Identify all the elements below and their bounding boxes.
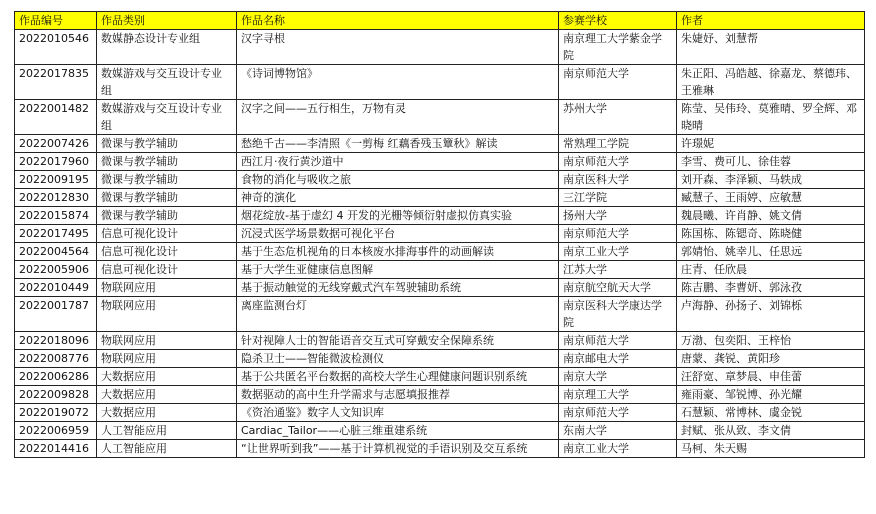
table-row <box>15 261 865 279</box>
cell-school: 南京师范大学 <box>559 225 677 243</box>
cell-title: 沉浸式医学场景数据可视化平台 <box>237 225 559 243</box>
cell-authors: 朱婕妤、刘慧帮 <box>677 30 865 65</box>
cell-category: 大数据应用 <box>97 368 237 386</box>
table-row <box>15 225 865 243</box>
cell-id: 2022017960 <box>15 153 97 171</box>
cell-id: 2022006286 <box>15 368 97 386</box>
cell-category: 物联网应用 <box>97 297 237 332</box>
header-row <box>15 12 865 30</box>
cell-authors: 陈莹、吴伟玲、莫雅晴、罗全辉、邓晓晴 <box>677 100 865 135</box>
cell-authors: 陈国栋、陈锶奇、陈晓健 <box>677 225 865 243</box>
cell-school: 南京医科大学康达学院 <box>559 297 677 332</box>
cell-school: 南京师范大学 <box>559 65 677 100</box>
cell-school: 南京医科大学 <box>559 171 677 189</box>
cell-title: “让世界听到我”——基于计算机视觉的手语识别及交互系统 <box>237 440 559 458</box>
cell-id: 2022008776 <box>15 350 97 368</box>
cell-id: 2022001787 <box>15 297 97 332</box>
cell-id: 2022015874 <box>15 207 97 225</box>
cell-category: 物联网应用 <box>97 350 237 368</box>
cell-authors: 石慧颖、常博林、虞金锐 <box>677 404 865 422</box>
table-row <box>15 30 865 65</box>
cell-category: 人工智能应用 <box>97 440 237 458</box>
cell-authors: 许璟妮 <box>677 135 865 153</box>
cell-authors: 马柯、朱天赐 <box>677 440 865 458</box>
cell-authors: 汪舒宽、章梦晨、申佳蕾 <box>677 368 865 386</box>
table-row <box>15 440 865 458</box>
cell-category: 数媒游戏与交互设计专业组 <box>97 65 237 100</box>
cell-title: 针对视障人士的智能语音交互式可穿戴安全保障系统 <box>237 332 559 350</box>
cell-id: 2022017835 <box>15 65 97 100</box>
cell-category: 数媒静态设计专业组 <box>97 30 237 65</box>
cell-category: 微课与教学辅助 <box>97 171 237 189</box>
cell-title: 数据驱动的高中生升学需求与志愿填报推荐 <box>237 386 559 404</box>
cell-title: 汉字寻根 <box>237 30 559 65</box>
table-row <box>15 135 865 153</box>
cell-id: 2022010546 <box>15 30 97 65</box>
cell-id: 2022018096 <box>15 332 97 350</box>
cell-school: 南京邮电大学 <box>559 350 677 368</box>
cell-category: 大数据应用 <box>97 404 237 422</box>
cell-id: 2022019072 <box>15 404 97 422</box>
cell-category: 微课与教学辅助 <box>97 207 237 225</box>
cell-id: 2022006959 <box>15 422 97 440</box>
cell-id: 2022014416 <box>15 440 97 458</box>
cell-school: 扬州大学 <box>559 207 677 225</box>
cell-title: 愁绝千古——李清照《一剪梅 红藕香残玉簟秋》解读 <box>237 135 559 153</box>
header-cell-category: 作品类别 <box>97 12 237 30</box>
cell-category: 数媒游戏与交互设计专业组 <box>97 100 237 135</box>
cell-id: 2022004564 <box>15 243 97 261</box>
table-row <box>15 297 865 332</box>
cell-title: 基于振动触觉的无线穿戴式汽车驾驶辅助系统 <box>237 279 559 297</box>
cell-id: 2022012830 <box>15 189 97 207</box>
cell-authors: 卢海静、孙扬子、刘锦栎 <box>677 297 865 332</box>
cell-school: 南京航空航天大学 <box>559 279 677 297</box>
cell-id: 2022017495 <box>15 225 97 243</box>
cell-school: 南京理工大学紫金学院 <box>559 30 677 65</box>
cell-title: 《资治通鉴》数字人文知识库 <box>237 404 559 422</box>
cell-authors: 唐蒙、龚锐、黄阳珍 <box>677 350 865 368</box>
cell-authors: 陈吉鹏、李曹妍、郭泳孜 <box>677 279 865 297</box>
cell-id: 2022010449 <box>15 279 97 297</box>
table-row <box>15 171 865 189</box>
cell-category: 信息可视化设计 <box>97 225 237 243</box>
table-row <box>15 350 865 368</box>
cell-title: 基于生态危机视角的日本核废水排海事件的动画解读 <box>237 243 559 261</box>
table-row <box>15 332 865 350</box>
cell-authors: 李雪、费可儿、徐佳蓉 <box>677 153 865 171</box>
cell-title: 《诗词博物馆》 <box>237 65 559 100</box>
table-row <box>15 65 865 100</box>
cell-authors: 雍雨豪、邹锐博、孙光耀 <box>677 386 865 404</box>
cell-authors: 郭婧怡、姚幸儿、任思远 <box>677 243 865 261</box>
cell-category: 微课与教学辅助 <box>97 135 237 153</box>
cell-authors: 庄青、任欣晨 <box>677 261 865 279</box>
table-row <box>15 422 865 440</box>
cell-id: 2022009195 <box>15 171 97 189</box>
cell-school: 南京师范大学 <box>559 153 677 171</box>
table-row <box>15 189 865 207</box>
cell-id: 2022007426 <box>15 135 97 153</box>
cell-category: 大数据应用 <box>97 386 237 404</box>
cell-title: 基于大学生亚健康信息图解 <box>237 261 559 279</box>
cell-title: Cardiac_Tailor——心脏三维重建系统 <box>237 422 559 440</box>
award-list-table <box>14 11 865 458</box>
cell-school: 常熟理工学院 <box>559 135 677 153</box>
cell-school: 南京大学 <box>559 368 677 386</box>
cell-authors: 朱正阳、冯皓越、徐嘉龙、蔡德玮、王雅琳 <box>677 65 865 100</box>
cell-school: 南京工业大学 <box>559 243 677 261</box>
cell-category: 微课与教学辅助 <box>97 189 237 207</box>
cell-authors: 魏晨曦、许肖静、姚文倩 <box>677 207 865 225</box>
cell-id: 2022001482 <box>15 100 97 135</box>
header-cell-title: 作品名称 <box>237 12 559 30</box>
cell-category: 物联网应用 <box>97 279 237 297</box>
cell-school: 东南大学 <box>559 422 677 440</box>
table-row <box>15 153 865 171</box>
cell-authors: 臧慧子、王雨婷、应敏慧 <box>677 189 865 207</box>
table-row <box>15 368 865 386</box>
table-row <box>15 404 865 422</box>
cell-authors: 刘开森、李泽颖、马轶成 <box>677 171 865 189</box>
cell-school: 苏州大学 <box>559 100 677 135</box>
cell-school: 三江学院 <box>559 189 677 207</box>
cell-school: 南京师范大学 <box>559 404 677 422</box>
cell-category: 微课与教学辅助 <box>97 153 237 171</box>
table-body <box>15 30 865 458</box>
table-header <box>15 12 865 30</box>
cell-category: 信息可视化设计 <box>97 261 237 279</box>
table-row <box>15 279 865 297</box>
cell-school: 南京师范大学 <box>559 332 677 350</box>
cell-title: 神奇的演化 <box>237 189 559 207</box>
header-cell-id: 作品编号 <box>15 12 97 30</box>
cell-title: 隐杀卫士——智能微波检测仪 <box>237 350 559 368</box>
cell-category: 人工智能应用 <box>97 422 237 440</box>
table-row <box>15 386 865 404</box>
table-row <box>15 207 865 225</box>
cell-title: 汉字之间——五行相生，万物有灵 <box>237 100 559 135</box>
cell-authors: 封赋、张从致、李文倩 <box>677 422 865 440</box>
cell-title: 食物的消化与吸收之旅 <box>237 171 559 189</box>
cell-school: 南京工业大学 <box>559 440 677 458</box>
cell-school: 南京理工大学 <box>559 386 677 404</box>
cell-category: 物联网应用 <box>97 332 237 350</box>
header-cell-authors: 作者 <box>677 12 865 30</box>
cell-title: 烟花绽放-基于虚幻 4 开发的光栅等倾衍射虚拟仿真实验 <box>237 207 559 225</box>
cell-id: 2022009828 <box>15 386 97 404</box>
table-row <box>15 100 865 135</box>
cell-title: 离座监测台灯 <box>237 297 559 332</box>
cell-title: 基于公共匿名平台数据的高校大学生心理健康问题识别系统 <box>237 368 559 386</box>
cell-id: 2022005906 <box>15 261 97 279</box>
table-row <box>15 243 865 261</box>
cell-school: 江苏大学 <box>559 261 677 279</box>
cell-category: 信息可视化设计 <box>97 243 237 261</box>
cell-authors: 万渤、包奕阳、王梓怡 <box>677 332 865 350</box>
cell-title: 西江月·夜行黄沙道中 <box>237 153 559 171</box>
header-cell-school: 参赛学校 <box>559 12 677 30</box>
